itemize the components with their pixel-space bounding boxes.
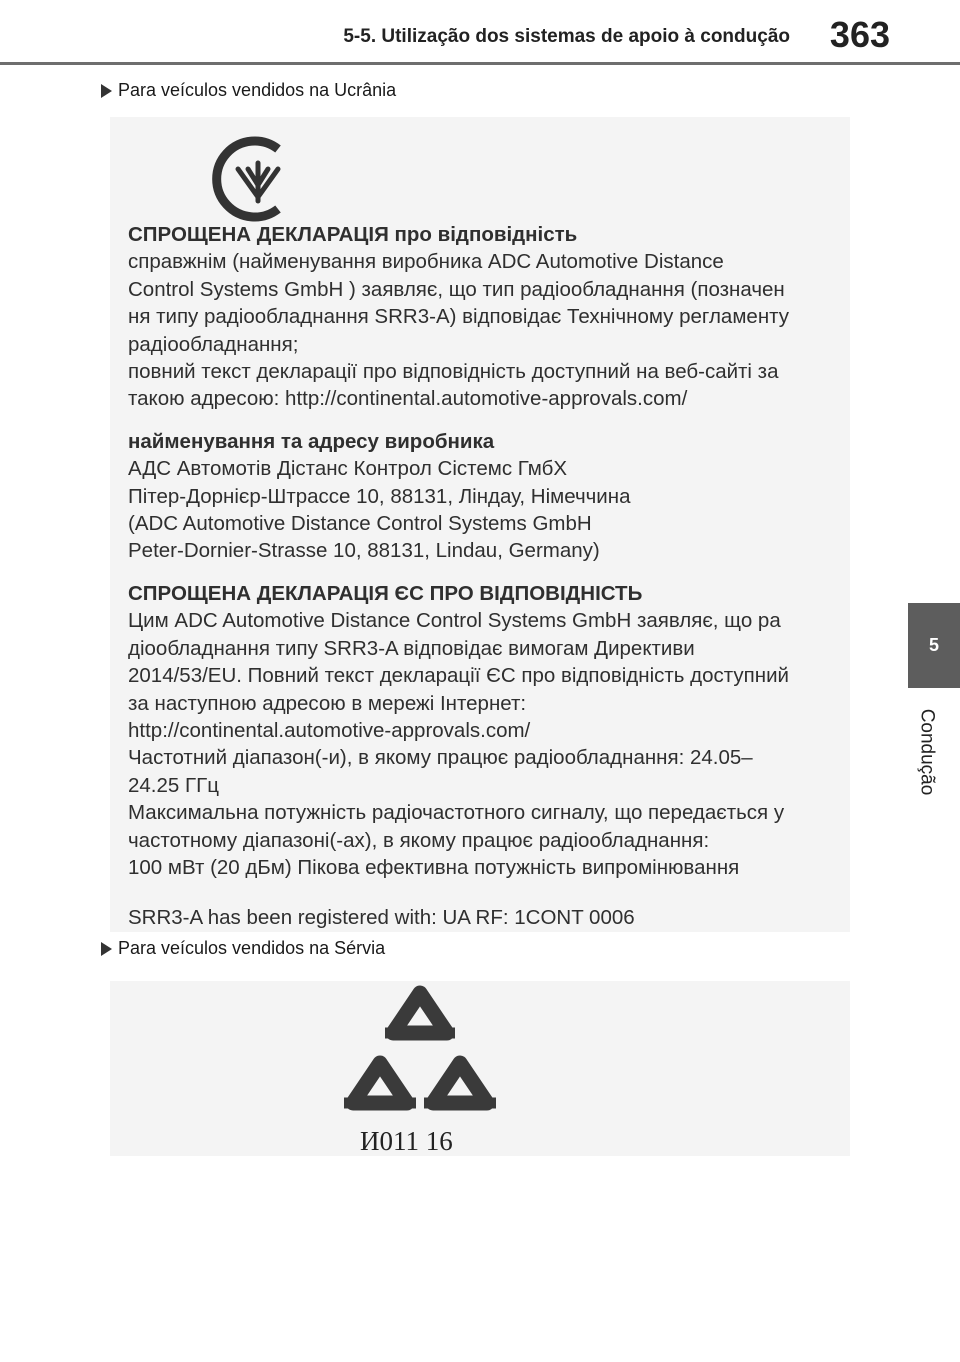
declaration-line: (ADC Automotive Distance Control Systems GmbH <box>128 512 592 536</box>
declaration-line: ня типу радіообладнання SRR3-A) відповідає Технічному регламенту <box>128 305 790 329</box>
declaration-line: такою адресою: http://continental.automotive-approvals.com/ <box>128 387 688 411</box>
header-divider <box>0 62 960 65</box>
declaration-line: Частотний діапазон(-и), в якому працює радіообладнання: 24.05– <box>128 746 753 770</box>
declaration-line: Control Systems GmbH ) заявляє, що тип радіообладнання (позначен <box>128 277 785 301</box>
serbian-conformity-mark-icon <box>330 981 510 1136</box>
serbia-heading-text: Para veículos vendidos na Sérvia <box>118 938 386 958</box>
declaration-line: Пітер-Дорнієр-Штрассе 10, 88131, Ліндау, Німеччина <box>128 484 631 508</box>
declaration-line: 100 мВт (20 дБм) Пікова ефективна потужність випромінювання <box>128 855 740 879</box>
declaration-line: справжнім (найменування виробника ADC Automotive Distance <box>128 250 724 274</box>
page-header <box>0 0 960 70</box>
ukraine-heading-text: Para veículos vendidos na Ucrânia <box>118 80 397 100</box>
registration-line: SRR3-A has been registered with: UA RF: 1CONT 0006 <box>128 906 635 930</box>
declaration-line: повний текст декларації про відповідність доступний на веб-сайті за <box>128 360 779 384</box>
bullet-triangle-icon <box>101 84 112 98</box>
serbia-mark-image <box>110 981 850 1156</box>
declaration-title-2: найменування та адресу виробника <box>128 429 495 453</box>
declaration-line: АДС Автомотів Дістанс Контрол Сістемс ГмбХ <box>128 457 567 481</box>
declaration-title-1: СПРОЩЕНА ДЕКЛАРАЦІЯ про відповідність <box>128 223 578 246</box>
declaration-text <box>128 221 846 932</box>
serbia-heading <box>101 938 385 959</box>
section-title: 5-5. Utilização dos sistemas de apoio à condução <box>343 26 790 47</box>
chapter-tab[interactable] <box>908 603 960 688</box>
chapter-label-text: Condução <box>916 708 937 796</box>
declaration-line: діообладнання типу SRR3-A відповідає вимогам Директиви <box>128 636 695 660</box>
bullet-triangle-icon <box>101 942 112 956</box>
declaration-line: 24.25 ГГц <box>128 773 219 797</box>
ukraine-declaration-image <box>110 117 850 932</box>
declaration-line: http://continental.automotive-approvals.com/ <box>128 718 531 742</box>
chapter-label <box>906 697 946 807</box>
chapter-number: 5 <box>928 635 939 655</box>
declaration-line: Peter-Dornier-Strasse 10, 88131, Lindau, Germany) <box>128 539 600 563</box>
ukrainian-conformity-mark-icon <box>202 129 302 229</box>
declaration-line: радіообладнання; <box>128 332 299 356</box>
declaration-line: 2014/53/EU. Повний текст декларації ЄС про відповідність доступний <box>128 664 789 688</box>
ukraine-heading <box>101 80 396 101</box>
page-number: 363 <box>829 14 890 55</box>
declaration-line: Цим ADC Automotive Distance Control Systems GmbH заявляє, що ра <box>128 609 781 633</box>
declaration-title-3: СПРОЩЕНА ДЕКЛАРАЦІЯ ЄС ПРО ВІДПОВІДНІСТЬ <box>128 581 643 605</box>
declaration-line: Максимальна потужність радіочастотного сигналу, що передається у <box>128 801 785 825</box>
declaration-line: частотному діапазоні(-ах), в якому працює радіообладнання: <box>128 828 710 852</box>
serbia-mark-code: И011 16 <box>360 1126 453 1156</box>
declaration-line: за наступною адресою в мережі Інтернет: <box>128 691 527 715</box>
